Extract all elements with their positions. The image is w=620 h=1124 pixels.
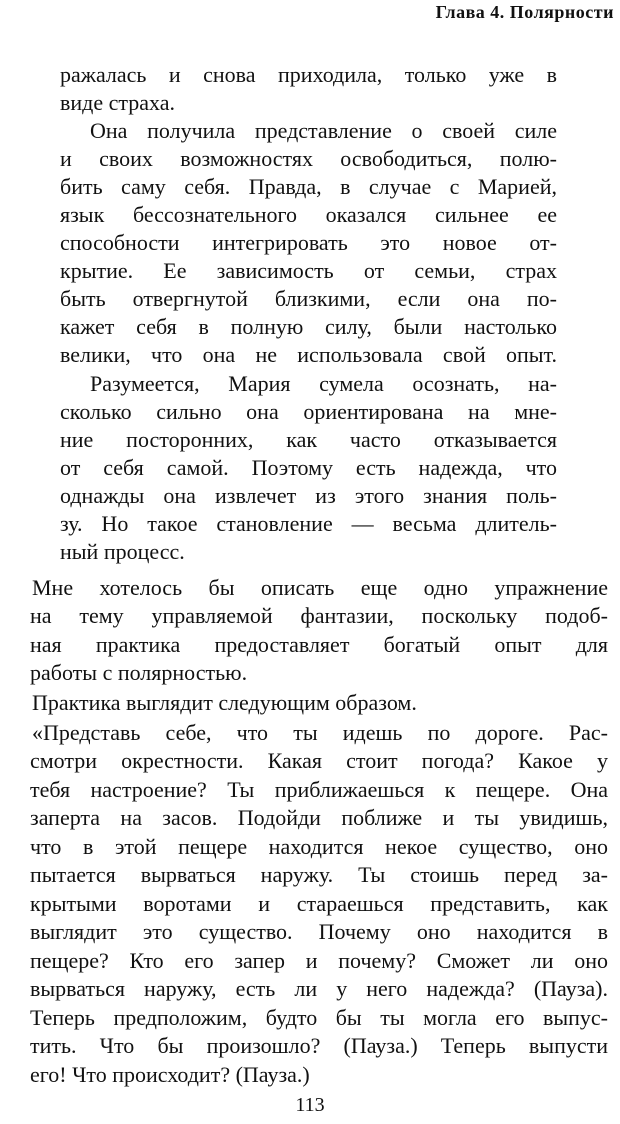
- text-line: ражалась и снова приходила, только уже в: [60, 62, 557, 87]
- text-line: от себя самой. Поэтому есть надежда, что: [60, 455, 557, 480]
- text-line: работы с полярностью.: [30, 660, 248, 685]
- text-line: Разумеется, Мария сумела осознать, на-: [90, 371, 557, 396]
- text-line: велики, что она не использовала свой опыт.: [60, 342, 557, 367]
- page-number: 113: [295, 1094, 325, 1116]
- text-line: пещере? Кто его запер и почему? Сможет ли оно: [30, 948, 608, 973]
- text-line: Теперь предположим, будто бы ты могла его выпус-: [30, 1005, 608, 1030]
- text-line: и своих возможностях освободиться, полю-: [60, 146, 557, 171]
- text-line: его! Что происходит? (Пауза.): [30, 1062, 310, 1087]
- text-line: бить саму себя. Правда, в случае с Марией,: [60, 174, 557, 199]
- text-line: крытыми воротами и стараешься представить, как: [30, 891, 608, 916]
- text-line: тить. Что бы произошло? (Пауза.) Теперь выпусти: [30, 1033, 608, 1058]
- text-line: выглядит это существо. Почему оно находится в: [30, 919, 608, 944]
- text-line: «Представь себе, что ты идешь по дороге. Рас-: [32, 720, 608, 745]
- text-line: Мне хотелось бы описать еще одно упражнение: [32, 575, 608, 600]
- text-line: способности интегрировать это новое от-: [60, 230, 557, 255]
- text-line: тебя настроение? Ты приближаешься к пещере. Она: [30, 777, 608, 802]
- text-line: заперта на засов. Подойди поближе и ты увидишь,: [30, 805, 608, 830]
- text-line: сколько сильно она ориентирована на мне-: [60, 399, 557, 424]
- text-line: однажды она извлечет из этого знания поль-: [60, 483, 557, 508]
- text-line: зу. Но такое становление — весьма длитель-: [60, 511, 557, 536]
- text-line: кажет себя в полную силу, были настолько: [60, 314, 557, 339]
- running-header: Глава 4. Полярности: [435, 2, 614, 22]
- text-line: что в этой пещере находится некое существо, оно: [30, 834, 608, 859]
- text-line: вырваться наружу, есть ли у него надежда? (Пауза).: [30, 976, 608, 1001]
- text-line: ная практика предоставляет богатый опыт для: [30, 632, 608, 657]
- text-line: Практика выглядит следующим образом.: [32, 690, 417, 715]
- text-line: на тему управляемой фантазии, поскольку подоб-: [30, 603, 608, 628]
- text-line: ние посторонних, как часто отказывается: [60, 427, 557, 452]
- text-line: пытается вырваться наружу. Ты стоишь перед за-: [30, 862, 608, 887]
- text-line: Она получила представление о своей силе: [90, 118, 557, 143]
- text-line: ный процесс.: [60, 539, 185, 564]
- text-line: виде страха.: [60, 90, 176, 115]
- text-line: смотри окрестности. Какая стоит погода? Какое у: [30, 748, 608, 773]
- text-line: крытие. Ее зависимость от семьи, страх: [60, 258, 557, 283]
- text-line: язык бессознательного оказался сильнее ее: [60, 202, 557, 227]
- text-line: быть отвергнутой близкими, если она по-: [60, 286, 557, 311]
